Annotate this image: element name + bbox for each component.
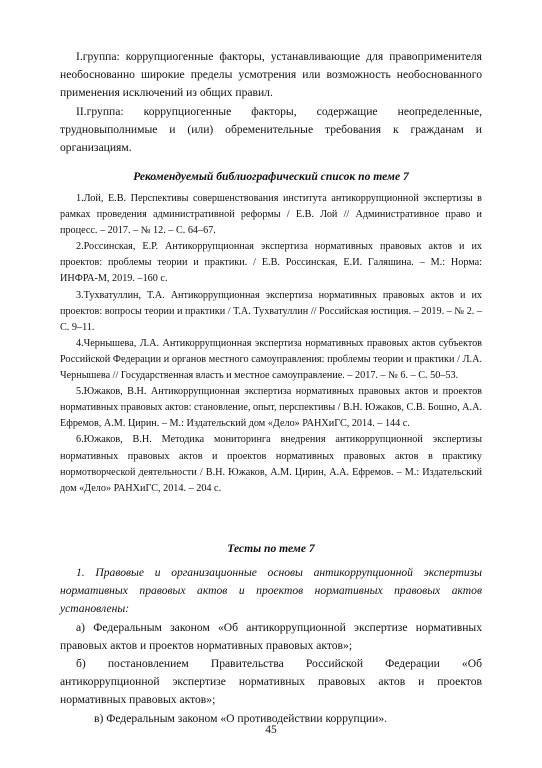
group-1-paragraph: I.группа: коррупциогенные факторы, устанавливающие для правоприменителя необоснованно широкие пределы усмотрения или возможность необоснованного применения исключений из общих правил. [60,50,482,100]
bibliography-item: 4.Чернышева, Л.А. Антикоррупционная экспертиза нормативных правовых актов субъектов Российской Федерации и органов местного самоуправления: проблемы теории и практики / Л.А. Чернышева // Государственная власть и местное самоуправление. – 2017. – № 6. – С. 50–53. [60,337,482,382]
test-question-block [60,564,482,728]
bibliography-item: 5.Южаков, В.Н. Антикоррупционная экспертиза нормативных правовых актов и проектов нормативных правовых актов: становление, опыт, перспективы / В.Н. Южаков, С.В. Бошно, А.А. Ефремов, А.М. Цирин. – М.: Издательский дом «Дело» РАНХиГС, 2014. – 144 с. [60,386,482,430]
bibliography-list [60,191,482,497]
page-number: 45 [265,724,277,736]
bibliography-item: 1.Лой, Е.В. Перспективы совершенствования института антикоррупционной экспертизы в рамках проведения административной реформы / Е.В. Лой // Административное право и процесс. – 2017. – № 12. – С. 64–67. [60,193,482,237]
answer-option-a: а) Федеральным законом «Об антикоррупционной экспертизе нормативных правовых актов и проектов нормативных правовых актов»; [60,620,482,652]
bibliography-heading: Рекомендуемый библиографический список по теме 7 [133,170,409,183]
group-2-paragraph: II.группа: коррупциогенные факторы, содержащие неопределенные, трудновыполнимые и (или) обременительные требования к гражданам и организациям. [60,104,482,155]
bibliography-item: 3.Тухватуллин, Т.А. Антикоррупционная экспертиза нормативных правовых актов и их проектов: вопросы теории и практики / Т.А. Тухватуллин // Российская юстиция. – 2019. – № 2. – С. 9–11. [60,289,482,333]
test-question: 1. Правовые и организационные основы антикоррупционной экспертизы нормативных правовых актов и проектов нормативных правовых актов установлены: [60,566,482,616]
bibliography-item: 6.Южаков, В.Н. Методика мониторинга внедрения антикоррупционной экспертизы нормативных правовых актов и проектов нормативных правовых актов в практику нормотворческой деятельности / В.Н. Южаков, А.М. Цирин, А.А. Ефремов. – М.: Издательский дом «Дело» РАНХиГС, 2014. – 204 с. [60,434,482,494]
intro-section [60,48,482,157]
answer-option-b: б) постановлением Правительства Российской Федерации «Об антикоррупционной экспертизе нормативных правовых актов и проектов нормативных правовых актов»; [60,657,482,707]
bibliography-item: 2.Россинская, Е.Р. Антикоррупционная экспертиза нормативных правовых актов и их проектов: проблемы теории и практики. / Е.В. Россинская, Е.И. Галяшина. – М.: Норма: ИНФРА-М, 2019. –160 с. [60,241,482,285]
answer-option-c: в) Федеральным законом «О противодействии коррупции». [94,711,388,725]
tests-heading: Тесты по теме 7 [227,542,315,555]
